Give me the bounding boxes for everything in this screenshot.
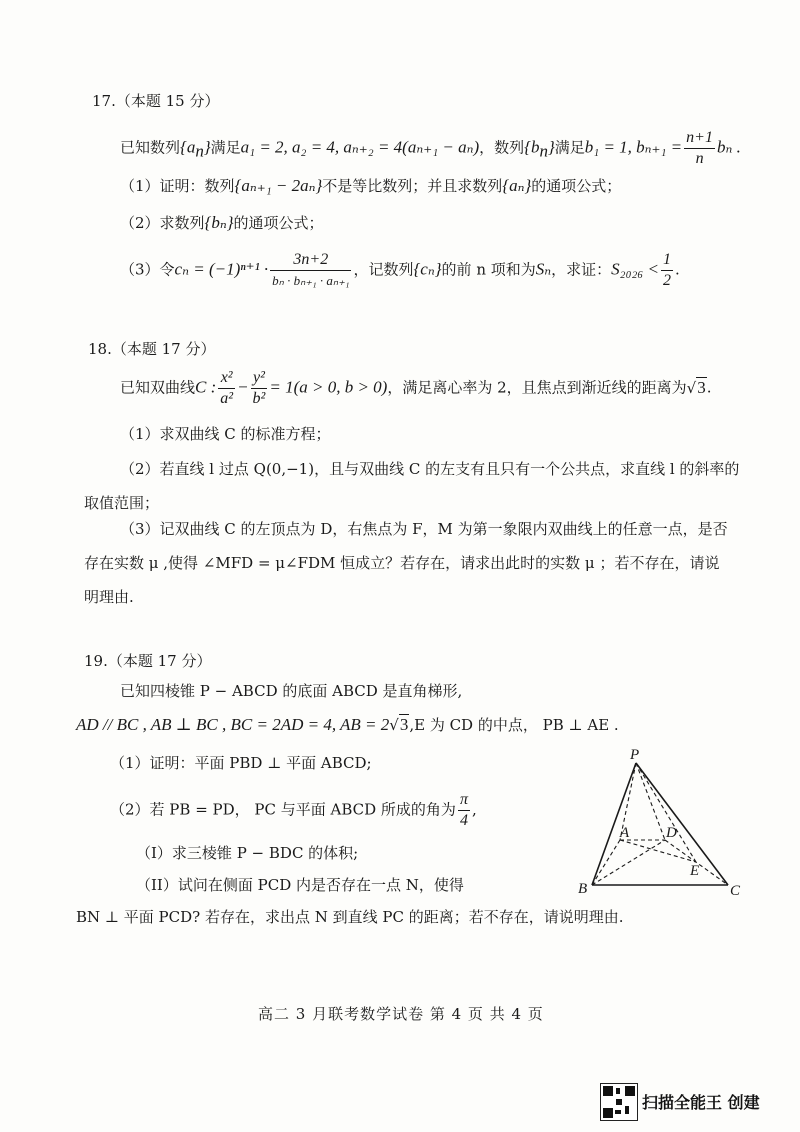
pyramid-figure [570, 745, 750, 905]
q19-stem-line1: 已知四棱锥 P − ABCD 的底面 ABCD 是直角梯形, [120, 682, 463, 700]
label-C: C [730, 883, 741, 899]
label-P: P [630, 747, 640, 763]
q18-part3-line1: （3）记双曲线 C 的左顶点为 D，右焦点为 F，M 为第一象限内双曲线上的任意一点，是否 [120, 520, 728, 538]
q19-sub1: （I）求三棱锥 P − BDC 的体积; [136, 844, 359, 862]
edge-BD [592, 840, 665, 885]
q19-part2: （2）若 PB = PD， PC 与平面 ABCD 所成的角为 $\frac{\pi}{4}$ , [110, 791, 477, 829]
page-footer: 高二 3 月联考数学试卷 第 4 页 共 4 页 [258, 1005, 544, 1023]
q19-stem-line2: AD // BC , AB ⊥ BC , BC = 2AD = 4, AB = 2√3,E 为 CD 的中点， PB ⊥ AE . [76, 715, 619, 734]
q18-title: 18.（本题 17 分） [88, 340, 216, 358]
q17-part2: （2）求数列{bₙ}的通项公式； [120, 213, 324, 232]
q19-sub2-line2: BN ⊥ 平面 PCD? 若存在，求出点 N 到直线 PC 的距离；若不存在，请说明理由. [76, 908, 624, 926]
label-E: E [690, 863, 700, 879]
edge-PB [592, 763, 636, 885]
edge-PC [636, 763, 728, 885]
q19-title: 19.（本题 17 分） [84, 652, 212, 670]
q17-stem: 已知数列$\{a_n\}$满足a₁ = 2, a₂ = 4, aₙ₊₂ = 4(aₙ₊₁ − aₙ)，数列$\{b_n\}$满足b₁ = 1, bₙ₊₁ = $\frac{n+1}{n}$ bₙ . [120, 129, 741, 167]
q17-title: 17.（本题 15 分） [92, 92, 220, 110]
qr-code-icon [600, 1083, 638, 1121]
label-A: A [620, 825, 630, 841]
q18-stem: 已知双曲线C : $\frac{\text{x²}}{\text{a²}}$ − $\frac{\text{y²}}{\text{b²}}$ = 1(a > 0, b > 0)，满足离心率为 2，且焦点到渐近线的距离为√3. [120, 369, 712, 407]
q17-part1: （1）证明：数列{aₙ₊₁ − 2aₙ}不是等比数列；并且求数列{aₙ}的通项公式； [120, 176, 622, 195]
scanner-watermark: 扫描全能王 创建 [642, 1093, 760, 1112]
q17-part3: （3）令cₙ = (−1)ⁿ⁺¹ · $\frac{3n+2}{\text{bₙ · bₙ₊₁ · aₙ₊₁}}$ ，记数列{cₙ}的前 n 项和为Sₙ，求证：S₂₀₂₆ < $\frac{1}{2}$ . [120, 251, 680, 289]
label-B: B [578, 881, 588, 897]
segment-PE [636, 763, 696, 862]
q18-part3-line3: 明理由. [84, 588, 134, 606]
q18-part2-line1: （2）若直线 l 过点 Q(0,−1)，且与双曲线 C 的左支有且只有一个公共点，求直线 l 的斜率的 [120, 460, 740, 478]
q18-part2-line2: 取值范围； [84, 494, 160, 512]
q19-part1: （1）证明：平面 PBD ⊥ 平面 ABCD; [110, 754, 372, 772]
q19-sub2-line1: （II）试问在侧面 PCD 内是否存在一点 N，使得 [136, 876, 464, 894]
label-D: D [666, 825, 677, 841]
q18-part1: （1）求双曲线 C 的标准方程； [120, 425, 331, 443]
edge-PD [636, 763, 665, 840]
q18-part3-line2: 存在实数 μ ,使得 ∠MFD = μ∠FDM 恒成立？若存在，请求出此时的实数 μ ；若不存在，请说 [84, 554, 720, 572]
